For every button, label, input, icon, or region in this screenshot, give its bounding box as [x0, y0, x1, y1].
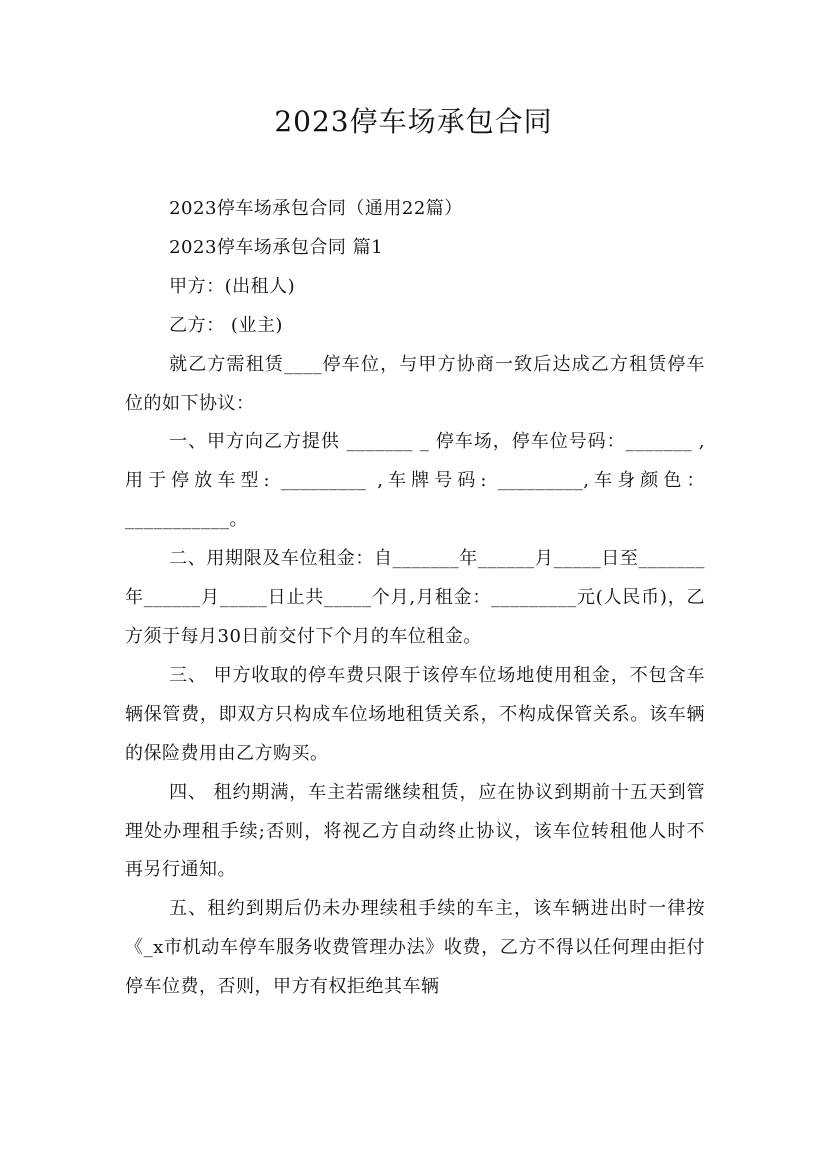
paragraph-clause-2: 二、用期限及车位租金：自_______年______月_____日至_______年______月_____日止共_____个月,月租金：_________元(人民币)，乙方须于每月30日前交付下个月的车位租金。 [125, 548, 705, 647]
paragraph-party-a: 甲方：(出租人) [169, 275, 296, 297]
document-title: 2023停车场承包合同 [274, 105, 553, 138]
paragraph-clause-5: 五、租约到期后仍未办理续租手续的车主，该车辆进出时一律按《_x市机动车停车服务收费管理办法》收费，乙方不得以任何理由拒付停车位费，否则，甲方有权拒绝其车辆 [125, 898, 705, 998]
paragraph-section-heading: 2023停车场承包合同 篇1 [169, 236, 384, 258]
paragraph-clause-1: 一、甲方向乙方提供 _______ _ 停车场，停车位号码：_______ ,用于停放车型: _________ ,车牌号码: _________,车身颜色：___________。 [125, 431, 705, 531]
paragraph-subtitle: 2023停车场承包合同（通用22篇） [169, 198, 463, 219]
paragraph-clause-4: 四、 租约期满，车主若需继续租赁，应在协议到期前十五天到管理处办理租手续;否则，将视乙方自动终止协议，该车位转租他人时不再另行通知。 [125, 781, 705, 881]
paragraph-preamble: 就乙方需租赁____停车位，与甲方协商一致后达成乙方租赁停车位的如下协议： [125, 353, 705, 414]
paragraph-party-b: 乙方： (业主) [169, 314, 283, 336]
document-body [125, 190, 705, 1007]
paragraph-clause-3: 三、 甲方收取的停车费只限于该停车位场地使用租金，不包含车辆保管费，即双方只构成车位场地租赁关系，不构成保管关系。该车辆的保险费用由乙方购买。 [125, 664, 705, 764]
